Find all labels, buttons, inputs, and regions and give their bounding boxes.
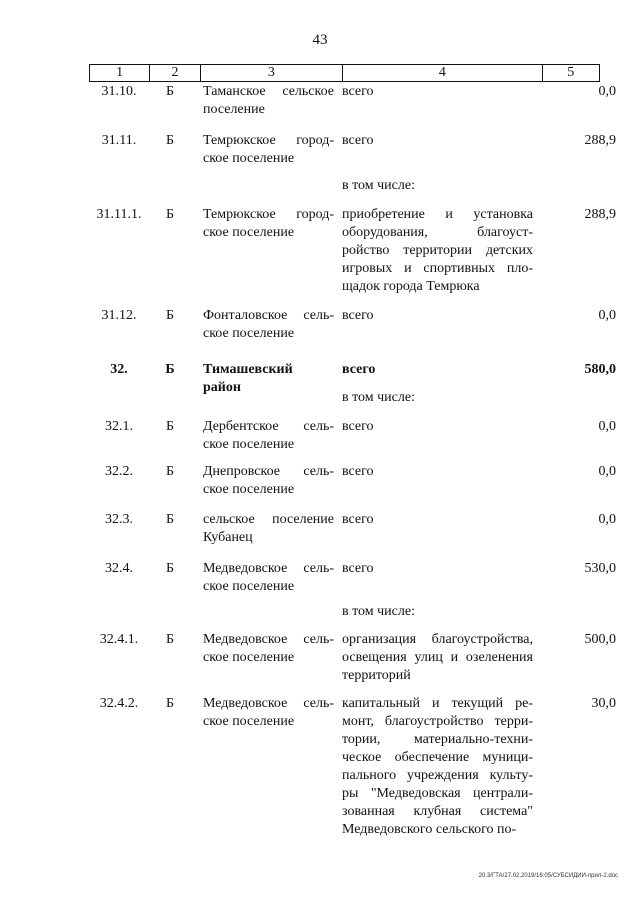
- row-purpose: всего: [342, 464, 374, 479]
- row-code: Б: [165, 207, 175, 222]
- row-number: 32.4.2.: [99, 696, 139, 711]
- row-amount: 500,0: [584, 632, 616, 647]
- row-code: Б: [165, 464, 175, 479]
- row-number: 32.2.: [105, 464, 133, 479]
- row-number: 32.1.: [105, 419, 133, 434]
- row-number: 32.: [110, 362, 128, 377]
- row-number: 32.3.: [105, 512, 133, 527]
- row-code: Б: [165, 308, 175, 323]
- row-purpose: всего: [342, 308, 374, 323]
- row-amount: 0,0: [598, 419, 616, 434]
- row-amount: 580,0: [584, 362, 616, 377]
- row-number: 32.4.1.: [99, 632, 139, 647]
- row-purpose: всего: [342, 362, 376, 377]
- row-purpose: капитальный и текущий ре-монт, благоустройство терри-тории, материально-техни-ческое обеспечение муници-пального учреждения культу-ры "Медведовская централи-зованная клубная система" Медведовского сельского по-: [342, 696, 533, 837]
- row-amount: 288,9: [584, 207, 616, 222]
- row-amount: 0,0: [598, 512, 616, 527]
- row-amount: 0,0: [598, 308, 616, 323]
- row-number: 31.10.: [101, 84, 137, 99]
- row-name: Медведовское сель-ское поселение: [203, 696, 334, 729]
- row-purpose: в том числе:: [342, 178, 415, 193]
- column-header-row: [89, 64, 600, 82]
- row-name: Медведовское сель-ское поселение: [203, 632, 334, 665]
- row-purpose: приобретение и установка оборудования, благоуст-ройство территории детских игровых и спортивных пло-щадок города Темрюка: [342, 207, 533, 294]
- row-name: Фонталовское сель-ское поселение: [203, 308, 334, 341]
- row-name: Темрюкское город-ское поселение: [203, 207, 334, 240]
- row-name: Таманское сельское поселение: [203, 84, 334, 117]
- row-code: Б: [165, 512, 175, 527]
- row-code: Б: [165, 632, 175, 647]
- column-header-2: 2: [150, 65, 200, 82]
- row-purpose: в том числе:: [342, 390, 415, 405]
- row-purpose: всего: [342, 512, 374, 527]
- row-name: Дербентское сель-ское поселение: [203, 419, 334, 452]
- column-header-4: 4: [343, 65, 543, 82]
- column-header-1: 1: [90, 65, 150, 82]
- row-amount: 0,0: [598, 84, 616, 99]
- row-code: Б: [165, 84, 175, 99]
- row-number: 31.12.: [101, 308, 137, 323]
- row-purpose: всего: [342, 133, 374, 148]
- file-path-footer: 20.3/ГТА/27.02.2019/16:05/СУБСИДИИ-прил-2.doc: [478, 873, 618, 879]
- row-purpose: организация благоустройства, освещения улиц и озеленения территорий: [342, 632, 533, 683]
- row-amount: 530,0: [584, 561, 616, 576]
- column-header-3: 3: [200, 65, 342, 82]
- row-name: Днепровское сель-ское поселение: [203, 464, 334, 497]
- page-number: 43: [312, 32, 328, 48]
- row-purpose: всего: [342, 561, 374, 576]
- row-name: Медведовское сель-ское поселение: [203, 561, 334, 594]
- column-header-5: 5: [542, 65, 599, 82]
- row-name: Темрюкское город-ское поселение: [203, 133, 334, 166]
- row-number: 31.11.: [101, 133, 137, 148]
- row-purpose: всего: [342, 419, 374, 434]
- row-name: Тимашевский район: [203, 362, 293, 395]
- row-code: Б: [165, 696, 175, 711]
- row-purpose: в том числе:: [342, 604, 415, 619]
- row-number: 32.4.: [105, 561, 133, 576]
- row-amount: 30,0: [591, 696, 616, 711]
- row-code: Б: [165, 133, 175, 148]
- row-amount: 0,0: [598, 464, 616, 479]
- row-code: Б: [165, 362, 175, 377]
- row-code: Б: [165, 561, 175, 576]
- row-code: Б: [165, 419, 175, 434]
- row-purpose: всего: [342, 84, 374, 99]
- row-amount: 288,9: [584, 133, 616, 148]
- row-number: 31.11.1.: [96, 207, 142, 222]
- row-name: сельское поселение Кубанец: [203, 512, 334, 545]
